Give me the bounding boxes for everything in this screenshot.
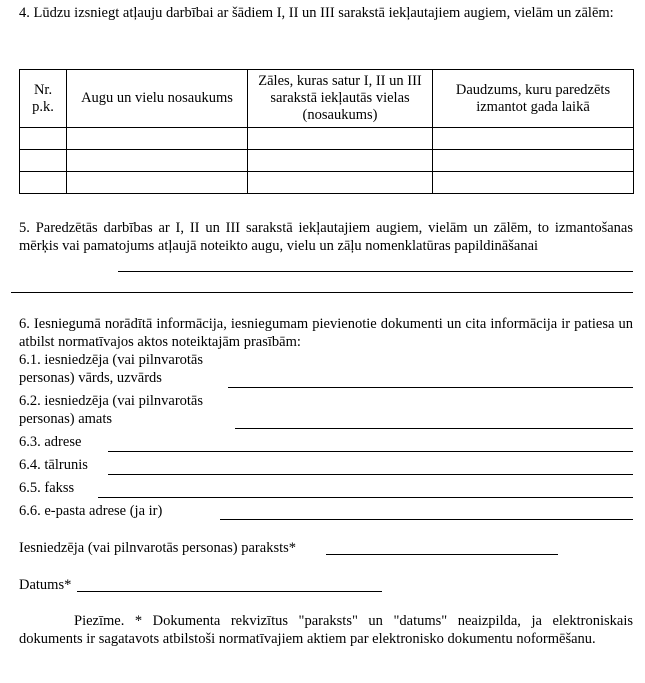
field-6-5-label: 6.5. fakss <box>19 480 75 496</box>
table-cell[interactable] <box>67 128 248 150</box>
field-6-3-label: 6.3. adrese <box>19 434 82 450</box>
table-header-row <box>20 70 634 128</box>
table-cell[interactable] <box>433 150 634 172</box>
phone-line[interactable] <box>108 474 633 475</box>
table-row <box>20 150 634 172</box>
header-name: Augu un vielu nosaukums <box>67 70 248 128</box>
table-cell[interactable] <box>433 172 634 194</box>
header-medicines: Zāles, kuras satur I, II un III sarakstā iekļautās vielas (nosaukums) <box>248 70 433 128</box>
date-label: Datums* <box>19 577 72 593</box>
field-6-4-label: 6.4. tālrunis <box>19 457 88 473</box>
section-6-text: 6. Iesniegumā norādītā informācija, iesniegumam pievienotie dokumenti un cita informācija ir patiesa un atbilst normatīvajos aktos noteiktajām prasībām: <box>19 316 633 350</box>
purpose-line-1[interactable] <box>118 271 633 272</box>
address-line[interactable] <box>108 451 633 452</box>
field-6-1-label-line2: personas) vārds, uzvārds <box>19 370 162 386</box>
table-cell[interactable] <box>248 172 433 194</box>
field-6-2-label-line1: 6.2. iesniedzēja (vai pilnvarotās <box>19 393 204 409</box>
table-cell[interactable] <box>20 172 67 194</box>
header-nr: Nr. p.k. <box>20 70 67 128</box>
position-line[interactable] <box>235 428 633 429</box>
table-row <box>20 172 634 194</box>
substances-table <box>19 69 634 194</box>
section-5-label: 5. Paredzētās darbības ar I, II un III sarakstā iekļautajiem augiem, vielām un zālēm, to izmantošanas mērķis vai pamatojums atļaujā noteikto augu, vielu un zāļu nomenklatūras papildināšanai <box>19 220 633 254</box>
field-6-1-label-line1: 6.1. iesniedzēja (vai pilnvarotās <box>19 352 204 368</box>
table-cell[interactable] <box>248 150 433 172</box>
field-6-2-label-line2: personas) amats <box>19 411 113 427</box>
email-line[interactable] <box>220 519 633 520</box>
table-cell[interactable] <box>67 172 248 194</box>
table-row <box>20 128 634 150</box>
table-cell[interactable] <box>20 150 67 172</box>
date-line[interactable] <box>77 591 382 592</box>
table-cell[interactable] <box>433 128 634 150</box>
section-5-text <box>19 219 633 255</box>
table-cell[interactable] <box>248 128 433 150</box>
purpose-line-2[interactable] <box>11 292 633 293</box>
name-surname-line[interactable] <box>228 387 633 388</box>
section-4-text: 4. Lūdzu izsniegt atļauju darbībai ar šādiem I, II un III sarakstā iekļautajiem augiem, vielām un zālēm: <box>19 5 614 21</box>
signature-label: Iesniedzēja (vai pilnvarotās personas) paraksts* <box>19 540 297 556</box>
table-cell[interactable] <box>20 128 67 150</box>
note-text: Piezīme. * Dokumenta rekvizītus "paraksts" un "datums" neaizpilda, ja elektroniskais dokuments ir sagatavots atbilstoši normatīvajiem aktiem par elektronisko dokumentu noformēšanu. <box>19 613 633 647</box>
table-cell[interactable] <box>67 150 248 172</box>
header-quantity: Daudzums, kuru paredzēts izmantot gada laikā <box>433 70 634 128</box>
signature-line[interactable] <box>326 554 558 555</box>
fax-line[interactable] <box>98 497 633 498</box>
field-6-6-label: 6.6. e-pasta adrese (ja ir) <box>19 503 163 519</box>
